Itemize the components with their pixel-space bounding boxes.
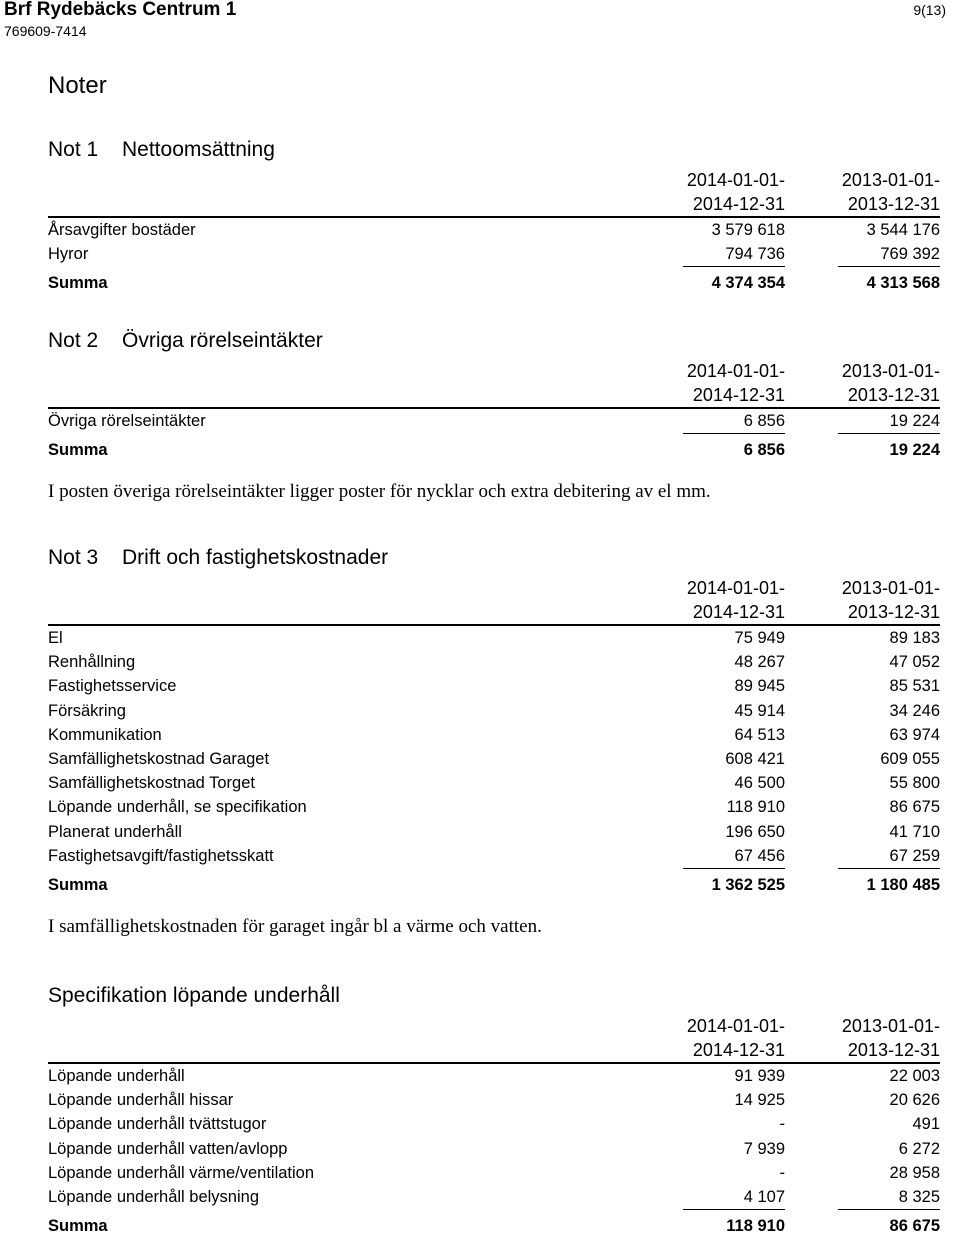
table-row: Övriga rörelseintäkter 6 856 19 224 <box>48 412 940 430</box>
table-row: Samfällighetskostnad Garaget 608 421 609 055 <box>48 749 940 768</box>
note-2-number: Not 2 <box>48 329 99 352</box>
sum-row: Summa 6 856 19 224 <box>48 441 940 460</box>
note-3-comment: I samfällighetskostnaden för garaget ingår bl a värme och vatten. <box>48 916 542 937</box>
period-prior: 2013-01-01- 2013-12-31 <box>841 1016 940 1060</box>
table-row: Årsavgifter bostäder 3 579 618 3 544 176 <box>48 221 940 239</box>
page-title: Noter <box>48 72 107 99</box>
note-2-title: Övriga rörelseintäkter <box>122 329 323 352</box>
table-row: Löpande underhåll hissar 14 925 20 626 <box>48 1091 940 1110</box>
table-row: Försäkring 45 914 34 246 <box>48 701 940 720</box>
note-3-number: Not 3 <box>48 546 99 569</box>
table-row: El 75 949 89 183 <box>48 629 940 647</box>
period-current: 2014-01-01- 2014-12-31 <box>686 361 785 405</box>
note-1-heading <box>48 136 940 164</box>
note-1-number: Not 1 <box>48 138 99 161</box>
sum-rule <box>48 266 940 267</box>
table-row: Fastighetsavgift/fastighetsskatt 67 456 67 259 <box>48 846 940 865</box>
table-row: Löpande underhåll 91 939 22 003 <box>48 1067 940 1085</box>
note-3-heading <box>48 544 940 572</box>
period-header <box>48 359 940 407</box>
table-row: Renhållning 48 267 47 052 <box>48 653 940 672</box>
note-2-comment: I posten överiga rörelseintäkter ligger poster för nycklar och extra debitering av el mm. <box>48 481 711 502</box>
sum-rule <box>48 868 940 869</box>
table-row: Löpande underhåll, se specifikation 118 910 86 675 <box>48 798 940 817</box>
note-3-title: Drift och fastighetskostnader <box>122 546 389 569</box>
spec-heading: Specifikation löpande underhåll <box>48 984 340 1007</box>
table-row: Fastighetsservice 89 945 85 531 <box>48 677 940 696</box>
org-number: 769609-7414 <box>4 23 87 39</box>
table-row: Löpande underhåll tvättstugor - 491 <box>48 1115 940 1134</box>
note-2 <box>48 327 940 462</box>
table-row: Planerat underhåll 196 650 41 710 <box>48 822 940 841</box>
period-current: 2014-01-01- 2014-12-31 <box>686 1016 785 1060</box>
period-current: 2014-01-01- 2014-12-31 <box>686 170 785 214</box>
sum-rule <box>48 433 940 434</box>
period-header <box>48 168 940 216</box>
note-3 <box>48 544 940 897</box>
table-row: Hyror 794 736 769 392 <box>48 245 940 264</box>
page-number: 9(13) <box>913 2 946 18</box>
period-header <box>48 576 940 624</box>
note-2-heading <box>48 327 940 355</box>
period-prior: 2013-01-01- 2013-12-31 <box>841 170 940 214</box>
period-prior: 2013-01-01- 2013-12-31 <box>841 361 940 405</box>
table-row: Kommunikation 64 513 63 974 <box>48 725 940 744</box>
table-row: Löpande underhåll vatten/avlopp 7 939 6 272 <box>48 1139 940 1158</box>
period-current: 2014-01-01- 2014-12-31 <box>686 578 785 622</box>
note-1 <box>48 136 940 296</box>
period-header <box>48 1014 940 1062</box>
table-row: Samfällighetskostnad Torget 46 500 55 800 <box>48 774 940 793</box>
table-row: Löpande underhåll belysning 4 107 8 325 <box>48 1187 940 1206</box>
sum-row: Summa 4 374 354 4 313 568 <box>48 274 940 293</box>
period-prior: 2013-01-01- 2013-12-31 <box>841 578 940 622</box>
sum-row: Summa 1 362 525 1 180 485 <box>48 875 940 894</box>
spec-section <box>48 982 940 1238</box>
sum-rule <box>48 1209 940 1210</box>
sum-row: Summa 118 910 86 675 <box>48 1217 940 1236</box>
table-row: Löpande underhåll värme/ventilation - 28 958 <box>48 1163 940 1182</box>
note-1-title: Nettoomsättning <box>122 138 275 161</box>
company-name: Brf Rydebäcks Centrum 1 <box>4 0 237 20</box>
